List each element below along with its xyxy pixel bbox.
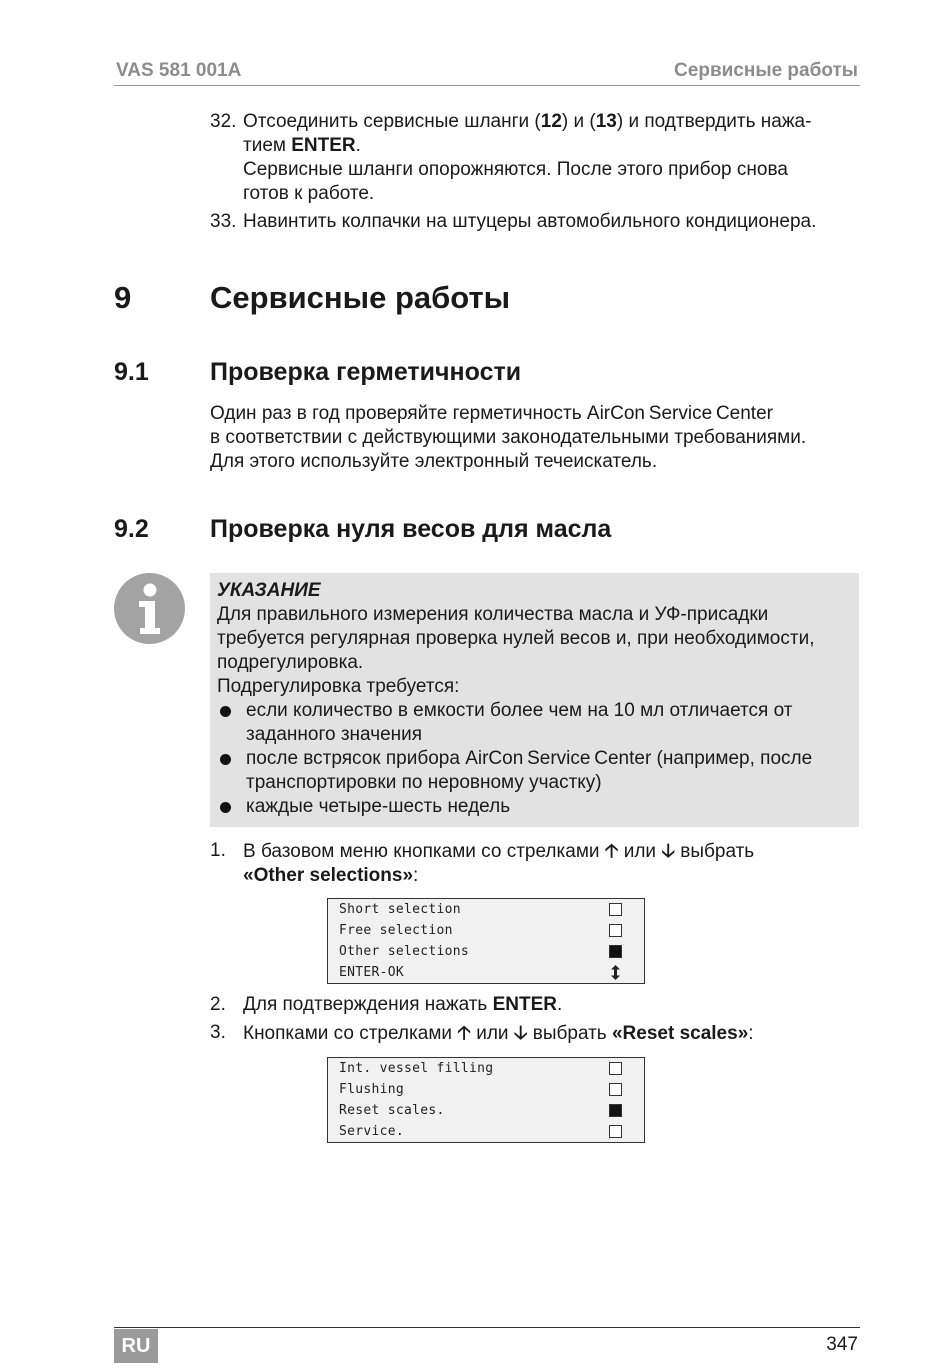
display-screen-basic-menu bbox=[327, 898, 645, 984]
display-row bbox=[339, 1100, 633, 1121]
paragraph-line: в соответствии с действующими законодательными требованиями. bbox=[210, 427, 807, 448]
step-number: 1. bbox=[210, 840, 226, 861]
bullet-line: после встрясок прибора AirCon Service Center (например, после bbox=[246, 748, 813, 769]
text-run: . bbox=[557, 994, 563, 1015]
display-row-label: Short selection bbox=[339, 902, 461, 917]
checkbox-empty-icon bbox=[609, 903, 622, 916]
text-run: ) и ( bbox=[561, 111, 596, 132]
step-text bbox=[243, 1021, 863, 1046]
step-text: Навинтить колпачки на штуцеры автомобильного кондиционера. bbox=[243, 211, 817, 232]
note-box bbox=[210, 573, 859, 827]
arrow-down-icon: 🡣 bbox=[513, 1022, 528, 1044]
note-line: требуется регулярная проверка нулей весов и, при необходимости, bbox=[217, 628, 815, 649]
info-icon bbox=[114, 573, 185, 644]
display-row-label: Int. vessel filling bbox=[339, 1061, 494, 1076]
text-run: Для подтверждения нажать bbox=[243, 994, 493, 1015]
menu-option-name: «Reset scales» bbox=[611, 1023, 749, 1044]
checkbox-filled-icon bbox=[609, 1104, 622, 1117]
section-number: 9.1 bbox=[114, 358, 149, 386]
display-row-label: ENTER-OK bbox=[339, 965, 405, 980]
step-line bbox=[243, 110, 863, 134]
bullet-line: каждые четыре-шесть недель bbox=[246, 796, 511, 817]
display-row bbox=[339, 962, 633, 983]
step-number: 3. bbox=[210, 1022, 226, 1043]
checkbox-empty-icon bbox=[609, 1125, 622, 1138]
checkbox-empty-icon bbox=[609, 924, 622, 937]
text-run: или bbox=[470, 1023, 514, 1044]
section-number: 9 bbox=[114, 280, 132, 315]
arrow-up-icon: 🡡 bbox=[457, 1022, 471, 1044]
page-number: 347 bbox=[826, 1334, 858, 1355]
bullet-line: заданного значения bbox=[246, 724, 423, 745]
display-row bbox=[339, 899, 633, 920]
footer-divider bbox=[114, 1327, 860, 1328]
header-chapter-title: Сервисные работы bbox=[674, 60, 858, 81]
display-row-label: Other selections bbox=[339, 944, 470, 959]
checkbox-empty-icon bbox=[609, 1083, 622, 1096]
text-run: ) и подтвердить нажа- bbox=[616, 111, 812, 132]
section-9-heading bbox=[114, 280, 854, 318]
up-down-arrow-icon bbox=[609, 965, 622, 980]
text-run: тием bbox=[243, 135, 292, 156]
step-line: готов к работе. bbox=[243, 183, 375, 204]
display-row-label: Free selection bbox=[339, 923, 453, 938]
bullet-dot-icon bbox=[220, 754, 231, 765]
text-run: В базовом меню кнопками со стрелками bbox=[243, 841, 605, 862]
arrow-up-icon: 🡡 bbox=[604, 840, 619, 862]
note-title: УКАЗАНИЕ bbox=[217, 580, 321, 601]
note-content bbox=[217, 579, 857, 819]
display-row-label: Reset scales. bbox=[339, 1103, 445, 1118]
checkbox-filled-icon bbox=[609, 945, 622, 958]
note-line: Для правильного измерения количества масла и УФ-присадки bbox=[217, 604, 769, 625]
display-row-label: Service. bbox=[339, 1124, 405, 1139]
bullet-dot-icon bbox=[220, 802, 231, 813]
note-bullet bbox=[217, 699, 857, 747]
header-doc-code: VAS 581 001A bbox=[116, 60, 242, 81]
section-number: 9.2 bbox=[114, 515, 149, 543]
language-badge: RU bbox=[114, 1329, 158, 1363]
header-divider bbox=[114, 85, 860, 86]
step-line bbox=[243, 134, 863, 158]
display-row-label: Flushing bbox=[339, 1082, 405, 1097]
display-screen-other-selections bbox=[327, 1057, 645, 1143]
step-number: 33. bbox=[210, 211, 237, 232]
text-run: или bbox=[618, 841, 662, 862]
display-row bbox=[339, 1058, 633, 1079]
display-row bbox=[339, 1079, 633, 1100]
step-2 bbox=[210, 993, 870, 1017]
text-run: выбрать bbox=[674, 841, 755, 862]
step-33 bbox=[210, 210, 870, 234]
note-line: подрегулировка. bbox=[217, 652, 364, 673]
section-9-2-heading bbox=[114, 515, 854, 545]
text-run: Отсоединить сервисные шланги ( bbox=[243, 111, 541, 132]
hose-number-13: 13 bbox=[595, 111, 617, 132]
step-text bbox=[243, 993, 863, 1017]
bullet-line: транспортировки по неровному участку) bbox=[246, 772, 602, 793]
menu-option-name: «Other selections» bbox=[243, 865, 414, 886]
display-row bbox=[339, 920, 633, 941]
hose-number-12: 12 bbox=[540, 111, 562, 132]
note-line: Подрегулировка требуется: bbox=[217, 676, 460, 697]
enter-key-label: ENTER bbox=[291, 135, 356, 156]
text-run: : bbox=[748, 1023, 754, 1044]
note-bullet bbox=[217, 747, 857, 795]
step-number: 2. bbox=[210, 994, 226, 1015]
display-row bbox=[339, 1121, 633, 1142]
bullet-line: если количество в емкости более чем на 10 мл отличается от bbox=[246, 700, 793, 721]
step-32 bbox=[210, 110, 870, 206]
step-line bbox=[243, 864, 863, 888]
step-number: 32. bbox=[210, 111, 237, 132]
section-title: Проверка нуля весов для масла bbox=[210, 515, 612, 543]
section-9-1-paragraph bbox=[210, 402, 870, 474]
step-1 bbox=[210, 839, 870, 887]
enter-key-label: ENTER bbox=[492, 994, 558, 1015]
step-line: Сервисные шланги опорожняются. После этого прибор снова bbox=[243, 159, 788, 180]
step-text bbox=[243, 110, 863, 206]
text-run: : bbox=[413, 865, 419, 886]
text-run: Кнопками со стрелками bbox=[243, 1023, 458, 1044]
section-title: Проверка герметичности bbox=[210, 358, 522, 386]
arrow-down-icon: 🡣 bbox=[661, 840, 675, 862]
text-run: . bbox=[355, 135, 361, 156]
step-3 bbox=[210, 1021, 870, 1045]
section-9-1-heading bbox=[114, 358, 854, 388]
note-bullet bbox=[217, 795, 857, 819]
paragraph-line: Один раз в год проверяйте герметичность AirCon Service Center bbox=[210, 403, 773, 424]
paragraph-line: Для этого используйте электронный течеискатель. bbox=[210, 451, 658, 472]
display-row bbox=[339, 941, 633, 962]
bullet-dot-icon bbox=[220, 706, 231, 717]
text-run: выбрать bbox=[527, 1023, 612, 1044]
checkbox-empty-icon bbox=[609, 1062, 622, 1075]
step-line bbox=[243, 839, 863, 864]
section-title: Сервисные работы bbox=[210, 280, 511, 315]
step-text bbox=[243, 839, 863, 888]
